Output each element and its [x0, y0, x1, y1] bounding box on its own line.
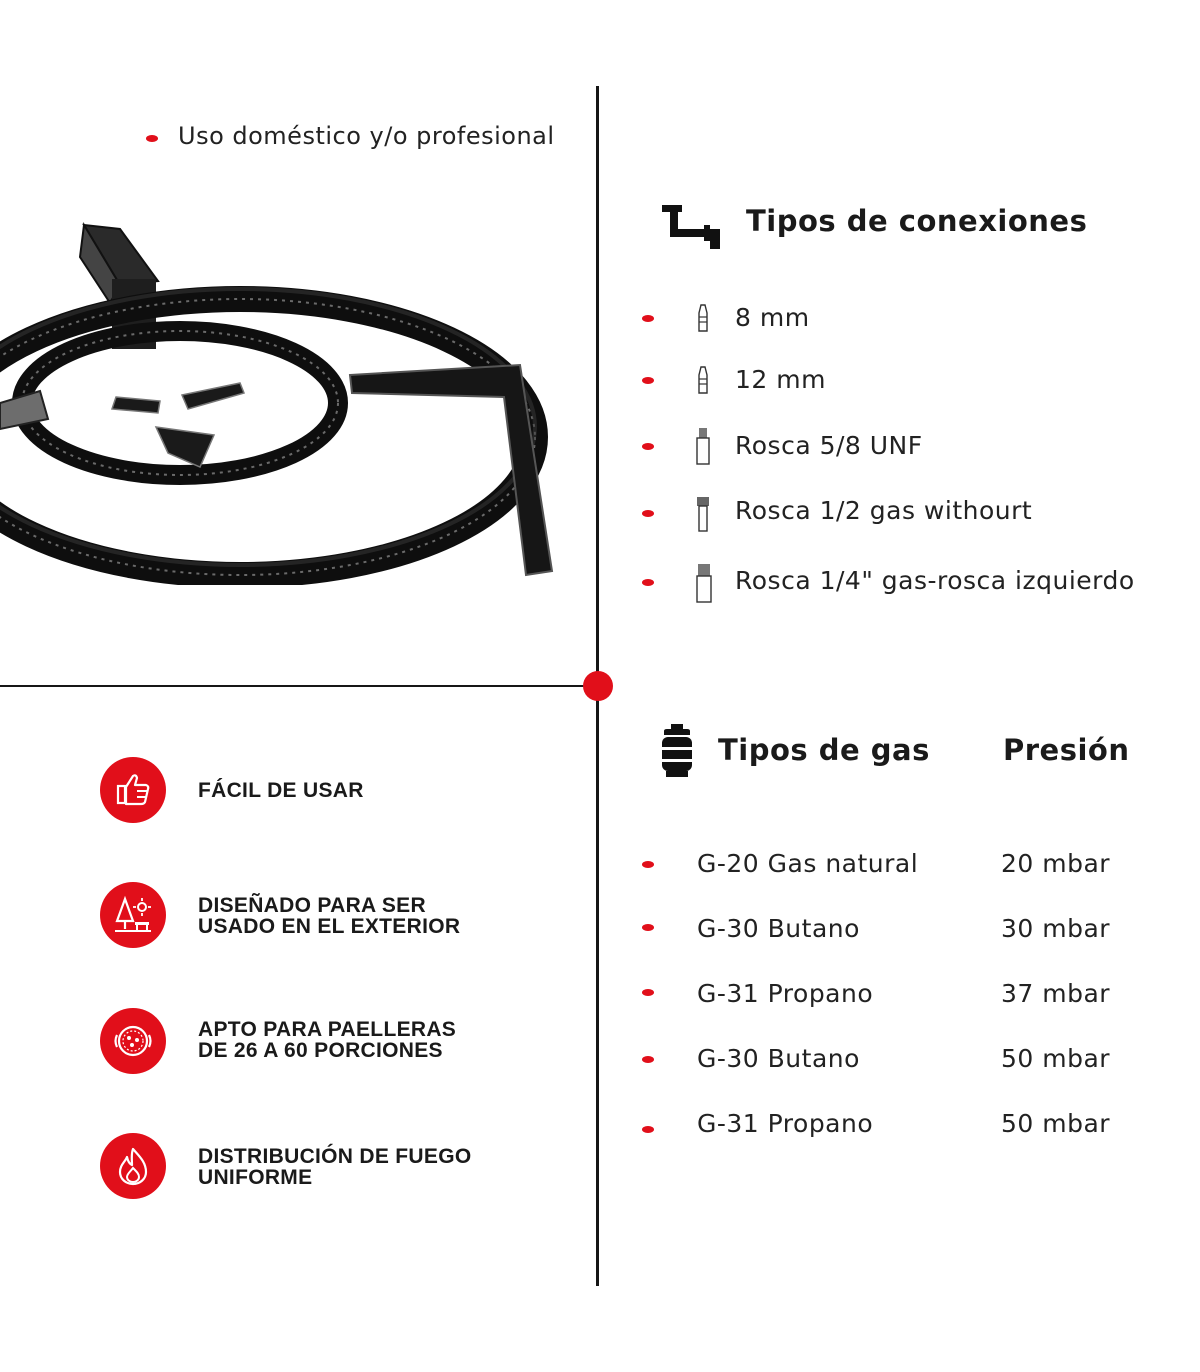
gas-title: Tipos de gas: [718, 733, 930, 767]
bullet-icon: [642, 1126, 654, 1133]
pressure-title: Presión: [1003, 733, 1130, 767]
bullet-icon: [642, 510, 654, 517]
connection-label: Rosca 1/4" gas-rosca izquierdo: [735, 566, 1135, 595]
bullet-icon: [642, 1056, 654, 1063]
feature-label-outdoor: DISEÑADO PARA SER USADO EN EL EXTERIOR: [198, 894, 461, 938]
threaded-fitting-icon: [695, 495, 711, 533]
bullet-icon: [642, 989, 654, 996]
hose-nozzle-icon: [696, 365, 710, 397]
horizontal-divider: [0, 685, 598, 687]
gas-pressure: 37 mbar: [1001, 979, 1111, 1008]
feature-label-flame: DISTRIBUCIÓN DE FUEGO UNIFORME: [198, 1145, 472, 1189]
gas-type: G-30 Butano: [697, 1044, 860, 1073]
feature-label-paella: APTO PARA PAELLERAS DE 26 A 60 PORCIONES: [198, 1018, 457, 1062]
paella-pan-icon: [100, 1008, 166, 1074]
connection-label: 12 mm: [735, 365, 826, 394]
threaded-fitting-icon: [695, 562, 713, 604]
flame-icon: [100, 1133, 166, 1199]
gas-type: G-20 Gas natural: [697, 849, 919, 878]
gas-pressure: 50 mbar: [1001, 1109, 1111, 1138]
gas-pressure: 50 mbar: [1001, 1044, 1111, 1073]
connection-label: 8 mm: [735, 303, 810, 332]
feature-label-easy: FÁCIL DE USAR: [198, 779, 364, 802]
paella-burner-photo: [0, 215, 570, 585]
bullet-icon: [642, 861, 654, 868]
outdoor-icon: [100, 882, 166, 948]
gas-type: G-31 Propano: [697, 979, 874, 1008]
thumbs-up-icon: [100, 757, 166, 823]
connections-title: Tipos de conexiones: [746, 204, 1088, 238]
gas-pressure: 30 mbar: [1001, 914, 1111, 943]
bullet-icon: [642, 924, 654, 931]
pipe-icon: [660, 203, 722, 251]
bullet-icon: [642, 443, 654, 450]
bullet-icon: [642, 315, 654, 322]
gas-bottle-icon: [660, 723, 694, 779]
bullet-icon: [146, 135, 158, 142]
gas-type: G-31 Propano: [697, 1109, 874, 1138]
bullet-icon: [642, 579, 654, 586]
connection-label: Rosca 5/8 UNF: [735, 431, 923, 460]
divider-hub-dot: [583, 671, 613, 701]
threaded-fitting-icon: [695, 426, 711, 466]
gas-pressure: 20 mbar: [1001, 849, 1111, 878]
hose-nozzle-icon: [696, 303, 710, 335]
gas-type: G-30 Butano: [697, 914, 860, 943]
usage-label: Uso doméstico y/o profesional: [178, 122, 555, 150]
connection-label: Rosca 1/2 gas withourt: [735, 496, 1033, 525]
bullet-icon: [642, 377, 654, 384]
